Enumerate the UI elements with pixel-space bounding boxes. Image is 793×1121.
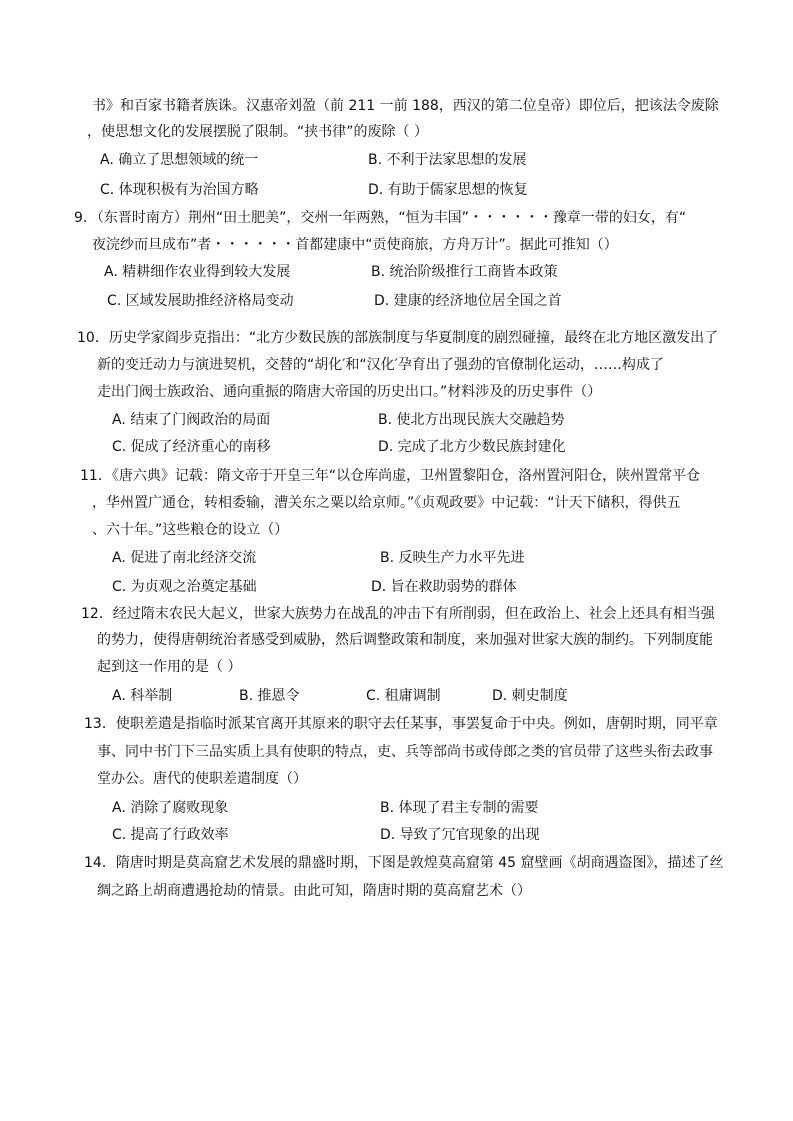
question-text-line: 书》和百家书籍者族诛。汉惠帝刘盈（前 211 一前 188，西汉的第二位皇帝）即位后，把该法令废除 <box>92 98 719 114</box>
option-b: B. 使北方出现民族大交融趋势 <box>378 412 565 428</box>
option-c: C. 为贞观之治奠定基础 <box>112 579 257 595</box>
option-a: A. 精耕细作农业得到较大发展 <box>104 264 291 280</box>
option-b: B. 反映生产力水平先进 <box>380 550 525 566</box>
option-c: C. 区域发展助推经济格局变动 <box>107 293 294 309</box>
question-text-line: 走出门阀士族政治、通向重振的隋唐大帝国的历史出口。”材料涉及的历史事件（） <box>97 384 602 400</box>
question-text-line: ，使思想文化的发展摆脱了限制。“挟书律”的废除（ ） <box>87 124 428 140</box>
option-c: C. 促成了经济重心的南移 <box>112 439 271 455</box>
option-d: D. 有助于儒家思想的恢复 <box>368 182 528 198</box>
question-text-line: 新的变迁动力与演进契机，交替的“胡化′和“汉化′孕育出了强劲的官僚制化运动，……构成了 <box>97 357 664 373</box>
question-text-line: 起到这一作用的是（ ） <box>97 659 242 675</box>
option-d: D. 完成了北方少数民族封建化 <box>378 439 566 455</box>
option-d: D. 建康的经济地位居全国之首 <box>374 293 562 309</box>
option-b: B. 统治阶级推行工商皆本政策 <box>371 264 558 280</box>
option-a: A. 消除了腐败现象 <box>112 800 229 816</box>
question-text-line: 绸之路上胡商遭遇抢劫的情景。由此可知，隋唐时期的莫高窟艺术（） <box>97 883 531 899</box>
option-a: A. 结束了门阀政治的局面 <box>112 412 271 428</box>
option-b: B. 推恩令 <box>239 688 300 704</box>
option-a: A. 确立了思想领域的统一 <box>100 152 259 168</box>
question-text-line: 13．使职差遣是指临时派某官离开其原来的职守去任某事，事罢复命于中央。例如，唐朝时期，同平章 <box>84 716 718 732</box>
option-c: C. 提高了行政效率 <box>112 827 229 843</box>
question-text-line: 9．（东晋时南方）荆州“田土肥美”，交州一年两熟，“恒为丰国”・・・・・・豫章一带的妇女，有“ <box>74 210 687 226</box>
option-c: C. 租庸调制 <box>366 688 441 704</box>
question-text-line: 事、同中书门下三品实质上具有使职的特点，吏、兵等部尚书或侍郎之类的官员带了这些头衔去政事 <box>97 744 713 760</box>
question-text-line: 14．隋唐时期是莫高窟艺术发展的鼎盛时期，下图是敦煌莫高窟第 45 窟壁画《胡商遇盗图》，描述了丝 <box>84 855 724 871</box>
question-text-line: 10．历史学家阎步克指出：“北方少数民族的部族制度与华夏制度的剧烈碰撞，最终在北方地区激发出了 <box>77 330 719 346</box>
option-c: C. 体现积极有为治国方略 <box>100 182 259 198</box>
option-a: A. 促进了南北经济交流 <box>112 550 257 566</box>
option-b: B. 不利于法家思想的发展 <box>368 152 527 168</box>
option-d: D. 刺史制度 <box>492 688 568 704</box>
option-b: B. 体现了君主专制的需要 <box>380 800 539 816</box>
option-a: A. 科举制 <box>112 688 173 704</box>
question-text-line: 夜浣纱而旦成布”者・・・・・・首都建康中“贡使商旅，方舟万计”。据此可推知（） <box>92 237 618 253</box>
question-text-line: 堂办公。唐代的使职差遣制度（） <box>97 771 307 787</box>
option-d: D. 导致了冗官现象的出现 <box>380 827 540 843</box>
option-d: D. 旨在救助弱势的群体 <box>371 579 517 595</box>
question-text-line: ，华州置广通仓，转相委输，漕关东之粟以给京师。”《贞观政要》中记载：“计天下储积，得供五 <box>92 495 681 511</box>
question-text-line: 、六十年。”这些粮仓的设立（） <box>92 522 289 538</box>
question-text-line: 11．《唐六典》记载：隋文帝于开皇三年“以仓库尚虚，卫州置黎阳仓，洛州置河阳仓，陕州置常平仓 <box>80 468 701 484</box>
question-text-line: 12．经过隋末农民大起义，世家大族势力在战乱的冲击下有所削弱，但在政治上、社会上还具有相当强 <box>81 606 715 622</box>
question-text-line: 的势力，使得唐朝统治者感受到威胁，然后调整政策和制度，来加强对世家大族的制约。下列制度能 <box>97 632 713 648</box>
